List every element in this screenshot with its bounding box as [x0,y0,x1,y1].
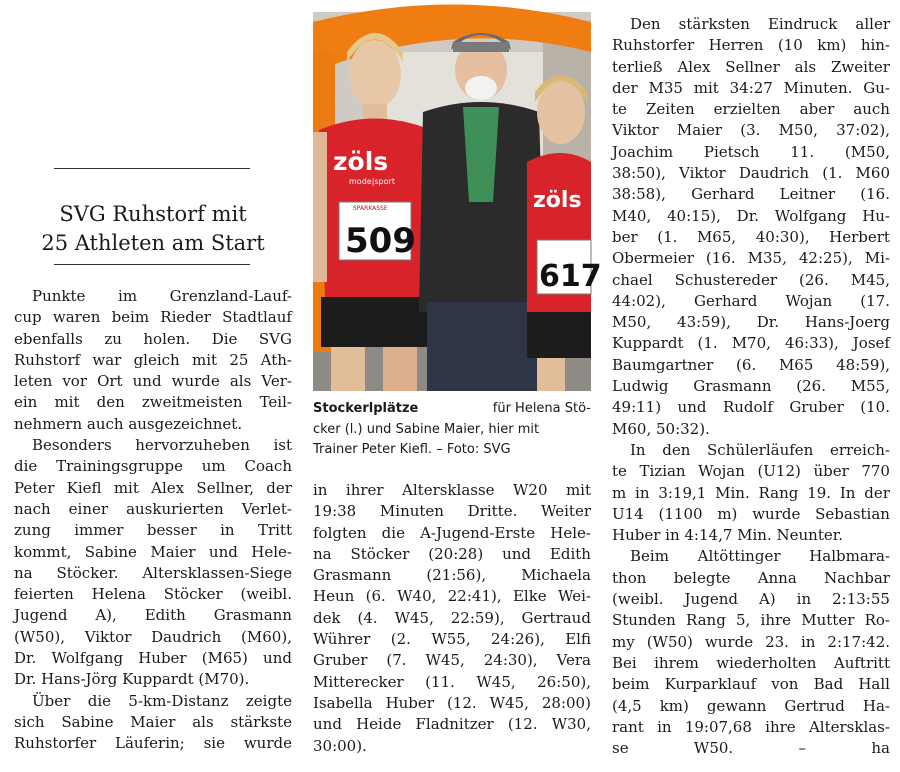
text-line: Ruhstorfer Herren (10 km) hin- [612,36,890,55]
article-column-1 [14,286,292,755]
text-line: my (W50) wurde 23. in 2:17:42. [612,632,890,651]
headline-rule-top [54,168,250,169]
shirt-brand-right: zöls [533,188,582,213]
article-photo [313,12,602,391]
text-line: Grasmann (21:56), Michaela [313,566,591,585]
shirt-brand-left: zöls [333,147,389,176]
text-line: M60, 50:32). [612,419,710,438]
text-line: Ruhstorf war gleich mit 25 Ath- [14,350,292,369]
text-line: 19:38 Minuten Dritte. Weiter [313,502,591,521]
text-line: (W50), Viktor Daudrich (M60), [14,627,292,646]
text-line: 49:11) und Rudolf Gruber (10. [612,398,890,417]
text-line: Punkte im Grenzland-Lauf- [32,287,292,305]
text-line: M50, 43:59), Dr. Hans-Joerg [612,313,890,332]
text-line: Ludwig Grasmann (26. M55, [612,377,890,396]
text-line: 30:00). [313,736,367,755]
text-line: Über die 5-km-Distanz zeigte [32,691,292,710]
text-line: Viktor Maier (3. M50, 37:02), [612,121,890,140]
text-line: ebenfalls zu holen. Die SVG [14,329,292,348]
text-line: 38:50), Viktor Daudrich (1. M60 [612,164,890,183]
article-column-3 [612,14,890,759]
text-line: Gruber (7. W45, 24:30), Vera [313,651,591,670]
text-line: beim Kurparklauf von Bad Hall [612,675,890,694]
text-line: Mitterecker (11. W45, 26:50), [313,672,591,691]
text-line: Huber in 4:14,7 Min. Neunter. [612,526,844,545]
headline-line: 25 Athleten am Start [41,231,265,256]
caption-line: Trainer Peter Kiefl. – Foto: SVG [313,442,511,457]
text-line: Wührer (2. W55, 24:26), Elfi [313,630,591,649]
text-line: ein mit den zweitmeisten Teil- [14,393,292,412]
text-line: feierten Helena Stöcker (weibl. [14,585,292,604]
text-line: In den Schülerläufen erreich- [630,440,890,459]
text-line: (4,5 km) gewann Gertrud Ha- [612,696,890,715]
text-line: rant in 19:07,68 ihre Altersklas- [612,717,890,736]
text-line: thon belegte Anna Nachbar [612,568,890,587]
headline-line: SVG Ruhstorf mit [59,202,247,227]
text-line: der M35 mit 34:27 Minuten. Gu- [612,78,890,97]
text-line: Ruhstorfer Läuferin; sie wurde [14,734,292,753]
bib-sponsor-left: SPARKASSE [353,205,388,212]
text-line: M40, 40:15), Dr. Wolfgang Hu- [612,206,890,225]
text-line: Kuppardt (1. M70, 46:33), Josef [612,334,890,353]
photo-caption [313,399,591,461]
text-line: nehmern auch ausgezeichnet. [14,414,243,433]
caption-line: cker (l.) und Sabine Maier, hier mit [313,421,540,437]
text-line: Isabella Huber (12. W45, 28:00) [313,693,591,712]
text-line: (weibl. Jugend A) in 2:13:55 [612,590,890,609]
text-line: folgten die A-Jugend-Erste Hele- [313,523,591,542]
text-line: Jugend A), Edith Grasmann [14,606,292,625]
headline-rule-bottom [54,264,250,265]
text-line: te Tizian Wojan (U12) über 770 [612,462,890,481]
text-line: 44:02), Gerhard Wojan (17. [612,291,890,310]
text-line: na Stöcker (20:28) und Edith [313,544,591,563]
text-line: terließ Alex Sellner als Zweiter [612,57,890,76]
text-line: chael Schustereder (26. M45, [612,270,890,289]
text-line: Obermeier (16. M35, 42:25), Mi- [612,249,890,268]
caption-text: für Helena Stö- [492,401,591,416]
caption-bold: Stockerlplätze [313,401,419,416]
text-line: te Zeiten erzielten aber auch [612,100,890,119]
text-line: und Heide Fladnitzer (12. W30, [313,715,591,734]
caption-line [313,399,591,420]
text-line: ber (1. M65, 40:30), Herbert [612,227,890,246]
text-line: Besonders hervorzuheben ist [32,436,292,455]
bib-number-right: 617 [539,259,602,294]
text-line: m in 3:19,1 Min. Rang 19. In der [612,483,890,502]
text-line: kommt, Sabine Maier und Hele- [14,542,292,561]
text-line: leten vor Ort und wurde als Ver- [14,372,292,391]
text-line: in ihrer Altersklasse W20 mit [313,481,591,499]
text-line: Dr. Hans-Jörg Kuppardt (M70). [14,670,250,689]
shirt-sub-left: mode|sport [349,177,395,186]
bib-number-left: 509 [345,221,416,261]
text-line: zung immer besser in Tritt [14,521,292,540]
text-line: Bei ihrem wiederholten Auftritt [612,653,890,672]
headline [14,200,292,258]
text-line: Baumgartner (6. M65 48:59), [612,355,890,374]
text-line: sich Sabine Maier als stärkste [14,712,292,731]
text-line: U14 (1100 m) wurde Sebastian [612,504,890,523]
text-line: cup waren beim Rieder Stadtlauf [14,308,292,327]
text-line: Den stärksten Eindruck aller [630,15,890,33]
text-line: dek (4. W45, 22:59), Gertraud [313,608,591,627]
text-line: Peter Kiefl mit Alex Sellner, der [14,478,292,497]
text-line: Beim Altöttinger Halbmara- [630,547,890,566]
text-line: Dr. Wolfgang Huber (M65) und [14,649,292,668]
text-line: Joachim Pietsch 11. (M50, [612,142,890,161]
article-column-2 [313,480,591,757]
text-line: die Trainingsgruppe um Coach [14,457,292,476]
text-line: se W50. – ha [612,739,890,758]
text-line: 38:58), Gerhard Leitner (16. [612,185,890,204]
text-line: nach einer auskurierten Verlet- [14,499,292,518]
text-line: Stunden Rang 5, ihre Mutter Ro- [612,611,890,630]
text-line: na Stöcker. Altersklassen-Siege [14,563,292,582]
text-line: Heun (6. W40, 22:41), Elke Wei- [313,587,591,606]
